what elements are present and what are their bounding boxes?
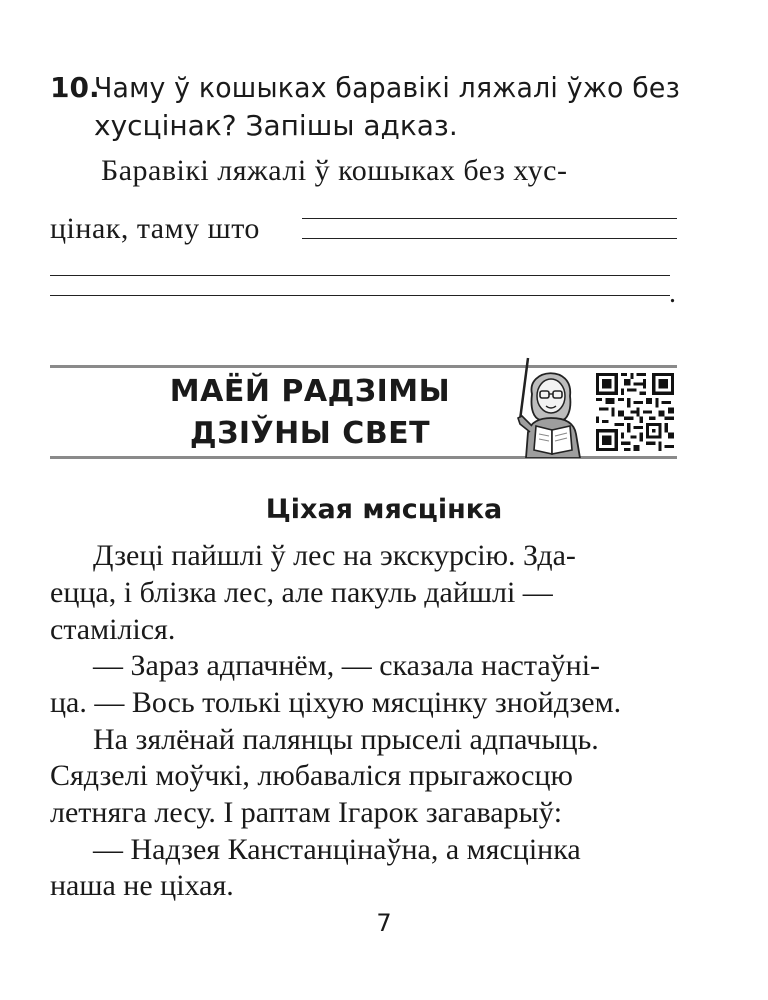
answer-text-line-1: Баравікі ляжалі ў кошыках без хус- xyxy=(101,154,568,187)
task-number: 10. xyxy=(50,71,100,104)
section-title-line-1: МАЁЙ РАДЗІМЫ xyxy=(169,374,451,409)
story-line: Сядзелі моўчкі, любаваліся прыгажосцю xyxy=(50,759,573,792)
task-question-line-2: хусцінак? Запішы адказ. xyxy=(94,109,458,142)
story-line: наша не ціхая. xyxy=(50,869,234,902)
answer-text-line-2: цінак, таму што xyxy=(50,212,260,245)
story-line: стаміліся. xyxy=(50,613,176,646)
answer-blank-line-2[interactable] xyxy=(302,238,677,239)
story-line: ецца, і блізка лес, але пакуль дайшлі — xyxy=(50,576,553,609)
answer-blank-line-1[interactable] xyxy=(302,218,677,219)
story-line: — Зараз адпачнём, — сказала настаўні- xyxy=(93,649,601,682)
page-number: 7 xyxy=(376,909,392,937)
answer-end-dot: . xyxy=(669,278,676,309)
story-line: летняга лесу. І раптам Ігарок загаварыў: xyxy=(50,796,563,829)
story-line: — Надзея Канстанцінаўна, а мясцінка xyxy=(93,833,581,866)
task-question-line-1: Чаму ў кошыках баравікі ляжалі ўжо без xyxy=(94,71,681,104)
answer-blank-line-3[interactable] xyxy=(50,275,670,276)
qr-code-icon[interactable] xyxy=(596,373,674,451)
story-line: ца. — Вось толькі ціхую мясцінку знойдзем. xyxy=(50,686,622,719)
story-line: Дзеці пайшлі ў лес на экскурсію. Зда- xyxy=(93,539,576,572)
story-title: Ціхая мясцінка xyxy=(265,494,503,525)
answer-blank-line-4[interactable] xyxy=(50,295,670,296)
story-line: На зялёнай палянцы прыселі адпачыць. xyxy=(93,723,599,756)
section-title-line-2: ДЗІЎНЫ СВЕТ xyxy=(189,416,431,451)
teacher-with-pointer-icon xyxy=(512,354,590,458)
